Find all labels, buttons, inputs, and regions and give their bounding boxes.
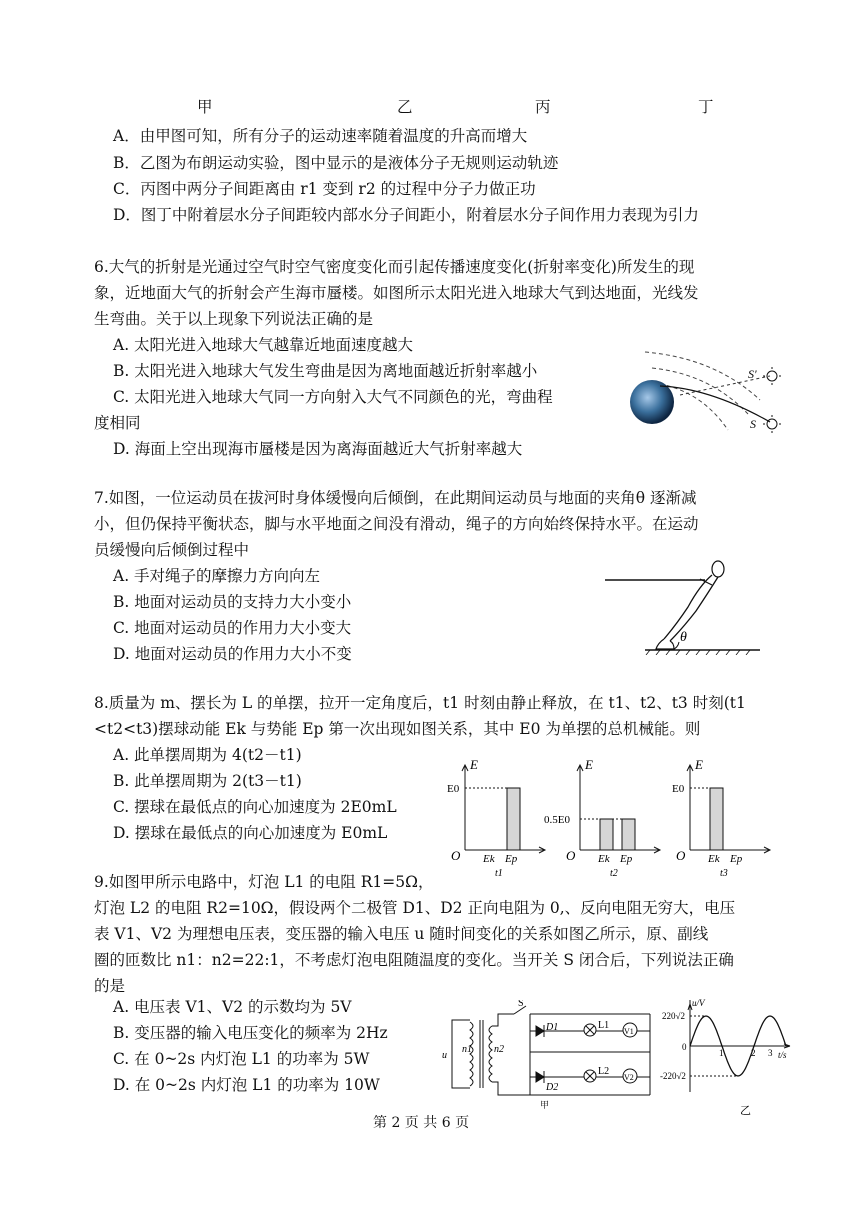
q9-option-c: C. 在 0~2s 内灯泡 L1 的功率为 5W <box>113 1050 370 1068</box>
chart3-xcat-Ep: Ep <box>730 853 743 865</box>
q7-option-c: C. 地面对运动员的作用力大小变大 <box>113 619 352 637</box>
q9-stem-4: 圈的匝数比 n1：n2=22:1，不考虑灯泡电阻随温度的变化。当开关 S 闭合后，下列说法正确 <box>94 951 734 969</box>
q5-fig-label-bing: 丙 <box>535 98 551 116</box>
fig-yi-caption: 乙 <box>740 1105 751 1116</box>
wave-ymax: 220√2 <box>662 1011 685 1021</box>
q7-stem-3: 员缓慢向后倾倒过程中 <box>94 541 250 559</box>
q8-stem-2: <t2<t3)摆球动能 Ek 与势能 Ep 第一次出现如图关系，其中 E0 为单摆的总机械能。则 <box>94 720 701 738</box>
q6-option-c: C. 太阳光进入地球大气同一方向射入大气不同颜色的光，弯曲程 <box>113 388 553 406</box>
n2-label: n2 <box>494 1044 504 1055</box>
q5-option-a: A．由甲图可知，所有分子的运动速率随着温度的升高而增大 <box>113 127 528 145</box>
q6-stem-2: 象，近地面大气的折射会产生海市蜃楼。如图所示太阳光进入地球大气到达地面，光线发 <box>94 284 699 302</box>
chart2-origin: O <box>566 848 576 863</box>
d1-label: D1 <box>546 1022 559 1033</box>
q8-option-b: B. 此单摆周期为 2(t3－t1) <box>113 772 302 790</box>
chart3-ylabel: E <box>695 757 703 772</box>
chart3-xcat-Ek: Ek <box>708 853 720 865</box>
q5-option-c: C．丙图中两分子间距离由 r1 变到 r2 的过程中分子力做正功 <box>113 180 536 198</box>
chart2-ytick: 0.5E0 <box>544 814 570 826</box>
q9-option-a: A. 电压表 V1、V2 的示数均为 5V <box>113 998 352 1016</box>
q6-option-d: D. 海面上空出现海市蜃楼是因为离海面越近大气折射率越大 <box>113 440 523 458</box>
wave-ylabel: u/V <box>692 998 705 1008</box>
chart3-origin: O <box>676 848 686 863</box>
q9-stem-2: 灯泡 L2 的电阻 R2=10Ω，假设两个二极管 D1、D2 正向电阻为 0,、反向电阻无穷大，电压 <box>94 899 736 917</box>
chart2-bar-Ep <box>622 819 635 850</box>
wave-ymin: -220√2 <box>660 1071 686 1081</box>
chart2-xcat-Ek: Ek <box>598 853 610 865</box>
q7-option-b: B. 地面对运动员的支持力大小变小 <box>113 593 352 611</box>
n1-label: n1 <box>462 1044 472 1055</box>
q7-option-a: A. 手对绳子的摩擦力方向向左 <box>113 567 321 585</box>
chart3-bar-Ek <box>710 788 723 850</box>
chart1-ylabel: E <box>470 757 478 772</box>
d2-label: D2 <box>546 1082 559 1093</box>
q9-option-b: B. 变压器的输入电压变化的频率为 2Hz <box>113 1024 388 1042</box>
wave-xtick-3: 3 <box>768 1048 773 1058</box>
chart2-xcat-Ep: Ep <box>620 853 633 865</box>
q5-option-d: D．图丁中附着层水分子间距较内部水分子间距小，附着层水分子间作用力表现为引力 <box>113 206 699 224</box>
wave-xtick-1: 1 <box>719 1048 724 1058</box>
athlete-head <box>712 561 724 577</box>
sun-image-label: S' <box>748 367 757 381</box>
q6-option-a: A. 太阳光进入地球大气越靠近地面速度越大 <box>113 336 414 354</box>
q8-energy-charts <box>445 755 775 885</box>
q9-circuit-figure <box>440 1000 660 1110</box>
q5-fig-label-jia: 甲 <box>197 98 213 116</box>
q8-option-c: C. 摆球在最低点的向心加速度为 2E0mL <box>113 798 397 816</box>
q5-fig-label-ding: 丁 <box>698 98 714 116</box>
q8-option-a: A. 此单摆周期为 4(t2－t1) <box>113 746 302 764</box>
q9-wave-figure <box>660 996 800 1116</box>
wave-zero: 0 <box>682 1042 687 1052</box>
switch-label: S <box>518 1000 524 1009</box>
sun-label: S <box>750 417 756 431</box>
chart1-ytick: E0 <box>447 783 460 795</box>
q6-option-c-cont: 度相同 <box>94 414 141 432</box>
q9-stem-5: 的是 <box>94 977 126 995</box>
q9-stem-1: 9.如图甲所示电路中，灯泡 L1 的电阻 R1=5Ω， <box>94 873 434 891</box>
fig-jia-caption: 甲 <box>540 1100 550 1110</box>
l1-label: L1 <box>598 1020 610 1031</box>
q8-stem-1: 8.质量为 m、摆长为 L 的单摆，拉开一定角度后，t1 时刻由静止释放，在 t1、t2、t3 时刻(t1 <box>94 694 746 712</box>
chart3-xlabel: t3 <box>720 868 728 879</box>
chart1-xcat-Ep: Ep <box>505 853 518 865</box>
q7-option-d: D. 地面对运动员的作用力大小不变 <box>113 645 352 663</box>
chart2-bar-Ek <box>600 819 613 850</box>
v1-label: V1 <box>624 1027 634 1036</box>
chart1-bar-Ep <box>507 788 520 850</box>
q7-stem-1: 7.如图，一位运动员在拔河时身体缓慢向后倾倒，在此期间运动员与地面的夹角θ 逐渐减 <box>94 489 697 507</box>
u-label: u <box>442 1050 447 1061</box>
chart1-xcat-Ek: Ek <box>483 853 495 865</box>
theta-label: θ <box>680 630 687 645</box>
v2-label: V2 <box>624 1073 634 1082</box>
q6-figure <box>620 340 790 440</box>
wave-xtick-2: 2 <box>751 1048 756 1058</box>
q5-fig-label-yi: 乙 <box>397 98 413 116</box>
wave-xlabel: t/s <box>778 1050 787 1060</box>
q5-option-b: B．乙图为布朗运动实验，图中显示的是液体分子无规则运动轨迹 <box>113 154 559 172</box>
chart1-xlabel: t1 <box>495 868 503 879</box>
q9-stem-3: 表 V1、V2 为理想电压表，变压器的输入电压 u 随时间变化的关系如图乙所示，原、副线 <box>94 925 709 943</box>
q6-option-b: B. 太阳光进入地球大气发生弯曲是因为离地面越近折射率越小 <box>113 362 538 380</box>
page-footer: 第 2 页 共 6 页 <box>373 1115 470 1131</box>
q9-option-d: D. 在 0~2s 内灯泡 L1 的功率为 10W <box>113 1076 380 1094</box>
q6-stem-3: 生弯曲。关于以上现象下列说法正确的是 <box>94 310 374 328</box>
chart1-origin: O <box>451 848 461 863</box>
l2-label: L2 <box>598 1066 610 1077</box>
chart3-ytick: E0 <box>672 783 685 795</box>
chart2-xlabel: t2 <box>610 868 618 879</box>
chart2-ylabel: E <box>585 757 593 772</box>
q7-figure <box>600 555 770 655</box>
q7-stem-2: 小，但仍保持平衡状态，脚与水平地面之间没有滑动，绳子的方向始终保持水平。在运动 <box>94 515 699 533</box>
q6-stem-1: 6.大气的折射是光通过空气时空气密度变化而引起传播速度变化(折射率变化)所发生的现 <box>94 258 695 276</box>
q8-option-d: D. 摆球在最低点的向心加速度为 E0mL <box>113 824 388 842</box>
